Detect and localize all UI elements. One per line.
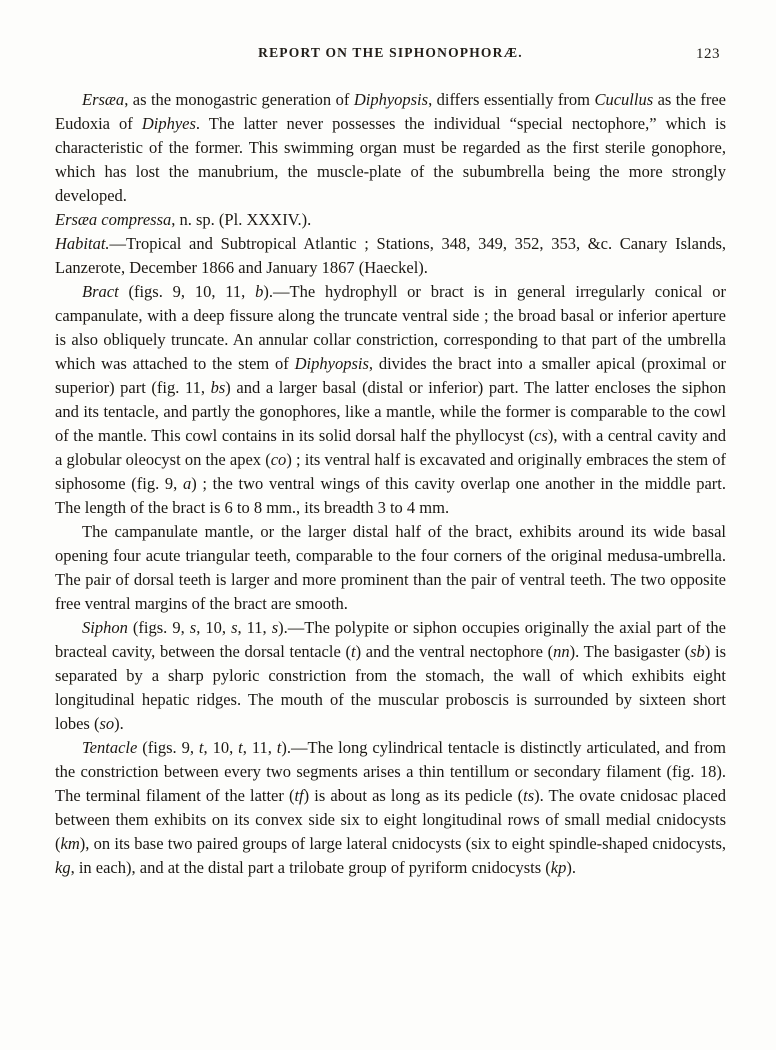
text-segment: ), on its base two paired groups of large lateral cnidocysts (six to eight spindle-shaped cnidocysts, bbox=[79, 834, 726, 853]
text-segment: ). The basigaster ( bbox=[569, 642, 691, 661]
running-head-title: REPORT ON THE SIPHONOPHORÆ. bbox=[258, 45, 523, 60]
paragraph-mantle bbox=[55, 520, 726, 616]
text-segment: so bbox=[99, 714, 115, 733]
text-segment: ).—The long cylindrical tentacle is distinctly articulated, and from the constriction between every two segments arises a thin tentillum or secondary filament (fig. 18). The terminal filament of the latter ( bbox=[55, 738, 727, 805]
text-segment: ). bbox=[566, 858, 576, 877]
page-number: 123 bbox=[696, 46, 720, 62]
paragraph-bract bbox=[55, 280, 726, 520]
text-segment: a bbox=[182, 474, 192, 493]
text-segment: b bbox=[255, 282, 264, 301]
text-segment: t bbox=[198, 738, 204, 757]
text-segment: , as the monogastric generation of bbox=[124, 90, 354, 109]
text-segment: as the free Eudoxia of bbox=[55, 90, 726, 133]
text-segment: cs bbox=[534, 426, 548, 445]
text-segment: ). bbox=[114, 714, 124, 733]
text-segment: s bbox=[271, 618, 279, 637]
text-segment: Ersæa bbox=[82, 90, 125, 109]
text-segment: Diphyopsis bbox=[353, 90, 429, 109]
text-segment: (figs. 9, bbox=[137, 738, 199, 757]
text-segment: Siphon bbox=[82, 618, 128, 637]
text-segment: ) ; the two ventral wings of this cavity overlap one another in the middle part. The length of the bract is 6 to 8 mm., its breadth 3 to 4 mm. bbox=[55, 474, 726, 517]
text-segment: , differs essentially from bbox=[428, 90, 595, 109]
text-segment: , n. sp. (Pl. XXXIV.). bbox=[171, 210, 312, 229]
text-segment: s bbox=[189, 618, 197, 637]
text-segment: tf bbox=[294, 786, 304, 805]
text-segment: ts bbox=[523, 786, 535, 805]
paragraph-siphon bbox=[55, 616, 726, 736]
text-segment: t bbox=[276, 738, 282, 757]
text-segment: t bbox=[238, 738, 243, 757]
text-segment: , 10, bbox=[203, 738, 239, 757]
paragraph-habitat bbox=[55, 232, 726, 280]
text-segment: ) and the ventral nectophore ( bbox=[355, 642, 554, 661]
paragraph-intro bbox=[55, 88, 726, 208]
text-segment: ).—The polypite or siphon occupies originally the axial part of the bracteal cavity, between the dorsal tentacle ( bbox=[55, 618, 727, 661]
text-segment: Diphyopsis bbox=[294, 354, 369, 373]
text-segment: , divides the bract into a smaller apical (proximal or superior) part (fig. 11, bbox=[55, 354, 726, 397]
text-segment: Ersæa compressa bbox=[55, 210, 172, 229]
text-segment: s bbox=[231, 618, 238, 637]
text-segment: , 11, bbox=[237, 618, 272, 637]
text-segment: —Tropical and Subtropical Atlantic ; Stations, 348, 349, 352, 353, &c. Canary Islands, Lanzerote, December 1866 and January 1867 (Haeckel). bbox=[55, 234, 726, 277]
text-segment: nn bbox=[553, 642, 570, 661]
page-body bbox=[55, 88, 726, 880]
text-segment: km bbox=[60, 834, 80, 853]
text-segment: sb bbox=[690, 642, 705, 661]
text-segment: co bbox=[270, 450, 287, 469]
text-segment: , 11, bbox=[242, 738, 277, 757]
text-segment: ) is about as long as its pedicle ( bbox=[303, 786, 524, 805]
running-header bbox=[55, 44, 726, 62]
text-segment: ) ; its ventral half is excavated and originally embraces the stem of siphosome (fig. 9, bbox=[55, 450, 726, 493]
species-heading bbox=[55, 208, 726, 232]
text-segment: (figs. 9, bbox=[127, 618, 190, 637]
text-segment: Diphyes bbox=[141, 114, 196, 133]
text-segment: kg bbox=[55, 858, 71, 877]
text-segment: Bract bbox=[82, 282, 119, 301]
paragraph-tentacle bbox=[55, 736, 726, 880]
text-segment: kp bbox=[550, 858, 567, 877]
text-segment: ) is separated by a sharp pyloric constriction from the stomach, the wall of which exhibits eight longitudinal hepatic ridges. The mouth of the muscular proboscis is surrounded by sixteen short lobes ( bbox=[55, 642, 727, 733]
text-segment: (figs. 9, 10, 11, bbox=[118, 282, 256, 301]
text-segment: The campanulate mantle, or the larger distal half of the bract, exhibits around its wide basal opening four acute triangular teeth, comparable to the four corners of the original medusa-umbrella. The pair of dorsal teeth is larger and more prominent than the pair of ventral teeth. The two opposite free ventral margins of the bract are smooth. bbox=[55, 522, 726, 613]
text-segment: bs bbox=[210, 378, 226, 397]
text-segment: , 10, bbox=[196, 618, 232, 637]
text-segment: ) and a larger basal (distal or inferior) part. The latter encloses the siphon and its tentacle, and partly the gonophores, like a mantle, while the former is comparable to the cowl of the mantle. This cowl contains in its solid dorsal half the phyllocyst ( bbox=[55, 378, 726, 445]
text-segment: . The latter never possesses the individual “special nectophore,” which is characteristic of the former. This swimming organ must be regarded as the first sterile gonophore, which has lost the manubrium, the muscle-plate of the subumbrella being the more strongly developed. bbox=[55, 114, 727, 205]
text-segment: Cucullus bbox=[594, 90, 654, 109]
text-segment: ), with a central cavity and a globular oleocyst on the apex ( bbox=[55, 426, 726, 469]
text-segment: ). The ovate cnidosac placed between them exhibits on its convex side six to eight longitudinal rows of small medial cnidocysts ( bbox=[55, 786, 726, 853]
text-segment: t bbox=[350, 642, 356, 661]
text-segment: Habitat. bbox=[55, 234, 110, 253]
text-segment: ).—The hydrophyll or bract is in general irregularly conical or campanulate, with a deep fissure along the truncate ventral side ; the broad basal or inferior aperture is also obliquely truncate. An annular collar constriction, corresponding to that part of the umbrella which was attached to the stem of bbox=[55, 282, 726, 373]
text-segment: Tentacle bbox=[82, 738, 138, 757]
text-segment: , in each), and at the distal part a trilobate group of pyriform cnidocysts ( bbox=[70, 858, 551, 877]
